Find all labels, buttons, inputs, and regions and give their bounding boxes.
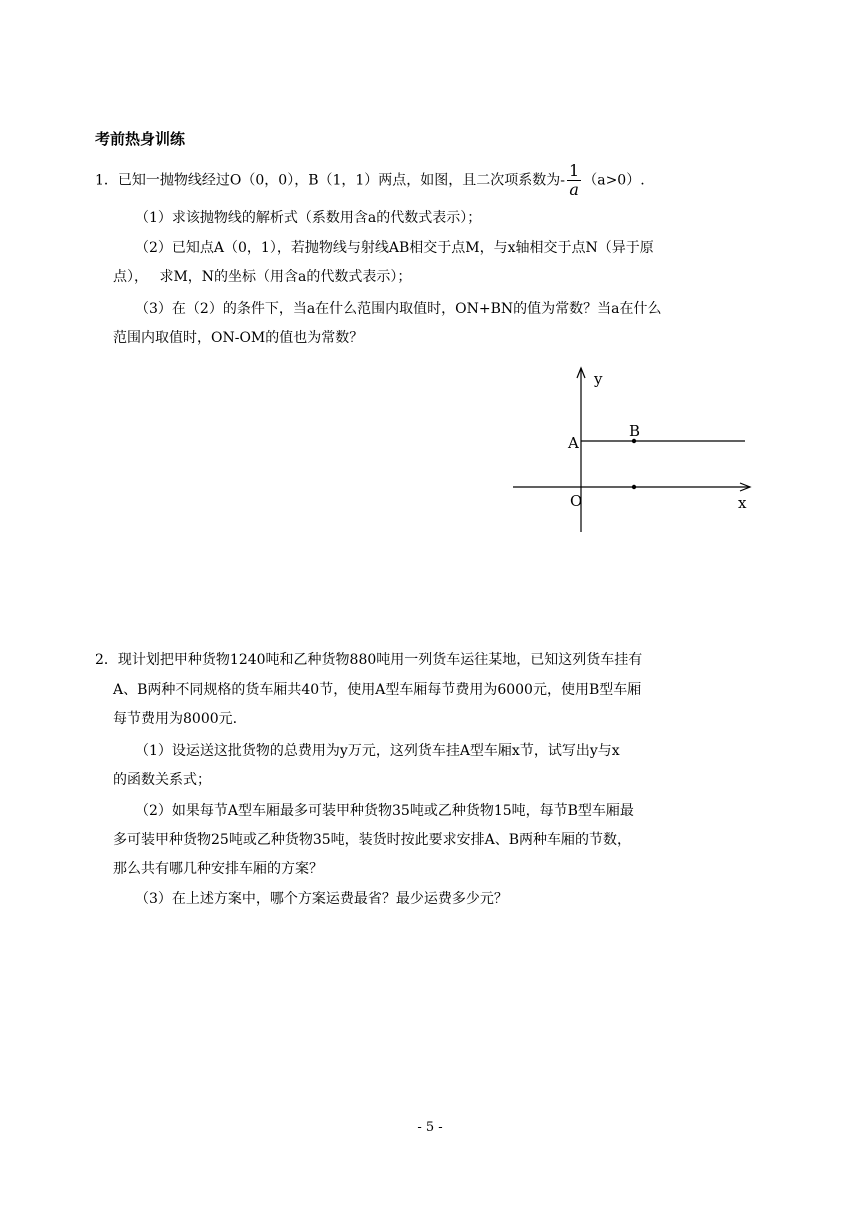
problem2-q1-line1: （1）设运送这批货物的总费用为y万元，这列货车挂A型车厢x节，试写出y与x [135,743,620,759]
page-number: - 5 - [417,1120,443,1135]
problem1-q2-line1: （2）已知点A（0，1），若抛物线与射线AB相交于点M，与x轴相交于点N（异于原 [135,240,654,256]
fraction-denominator: a [569,180,579,199]
section-title: 考前热身训练 [95,130,186,148]
problem1-q3-line1: （3）在（2）的条件下，当a在什么范围内取值时，ON+BN的值为常数？当a在什么 [135,301,662,317]
problem2-intro-line1: 2．现计划把甲种货物1240吨和乙种货物880吨用一列货车运往某地，已知这列货车挂有 [95,652,643,668]
label-b: B [629,422,641,440]
problem2-intro-line2: A、B两种不同规格的货车厢共40节，使用A型车厢每节费用为6000元，使用B型车厢 [113,682,642,698]
problem2-q2-line1: （2）如果每节A型车厢最多可装甲种货物35吨或乙种货物15吨，每节B型车厢最 [135,803,634,819]
problem1-q2-line2: 点）， 求M，N的坐标（用含a的代数式表示）； [113,269,412,285]
label-o: O [570,492,583,510]
problem1-intro-text: 1．已知一抛物线经过O（0，0），B（1，1）两点，如图，且二次项系数为- [95,172,566,189]
problem2-q3: （3）在上述方案中，哪个方案运费最省？最少运费多少元？ [135,891,508,907]
label-a: A [568,434,579,452]
problem1-intro [95,162,645,199]
problem2-q1-line2: 的函数关系式； [113,772,211,788]
point-on-x-axis [632,485,636,489]
label-x: x [738,494,747,512]
problem1-q3-line2: 范围内取值时，ON-OM的值也为常数？ [113,330,364,346]
problem2-q2-line2: 多可装甲种货物25吨或乙种货物35吨，装货时按此要求安排A、B两种车厢的节数， [113,832,632,848]
fraction-numerator: 1 [569,161,580,180]
fraction-one-over-a [567,162,581,199]
label-y: y [594,370,603,388]
problem2-q2-line3: 那么共有哪几种安排车厢的方案？ [113,861,323,877]
problem2-intro-line3: 每节费用为8000元. [113,711,238,727]
coordinate-figure [505,360,765,535]
problem1-q1: （1）求该抛物线的解析式（系数用含a的代数式表示）； [135,210,482,226]
problem1-intro-condition: （a>0）. [583,172,645,189]
